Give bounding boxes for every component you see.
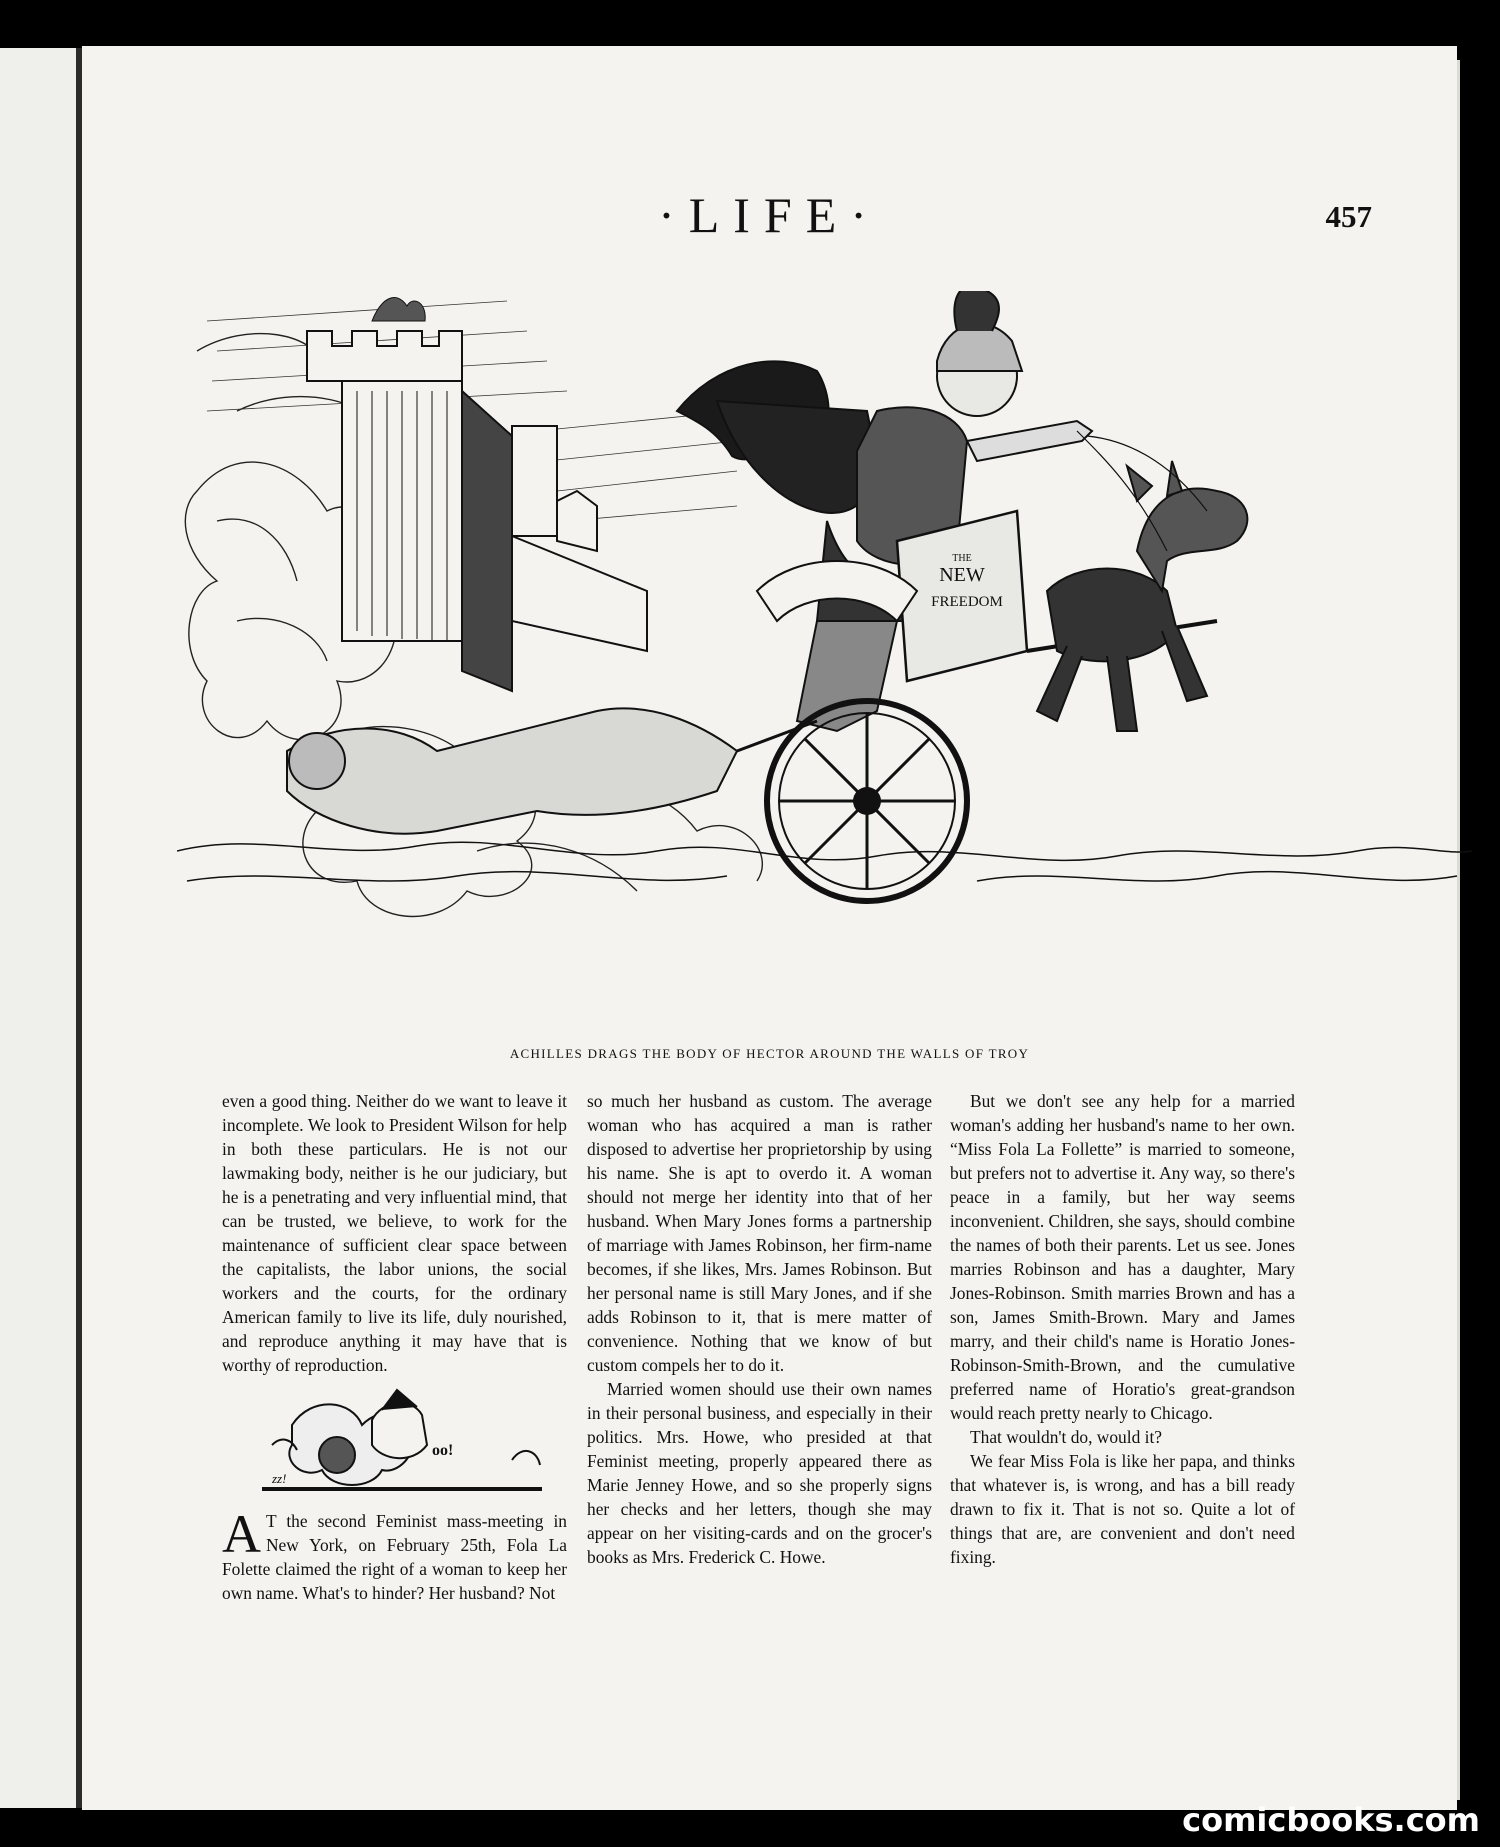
column-2-paragraph-2: Married women should use their own names in their personal business, and especially in their politics. Mrs. Howe, who presided at that Feminist meeting, properly appeared there as Marie Jenney Howe, and so she properly signs her checks and her letters, though she may appear on her visiting-cards and on the grocer's books as Mrs. Frederick C. Howe. — [587, 1379, 932, 1567]
masthead: ·LIFE· — [658, 187, 881, 243]
column-3-paragraph-3: We fear Miss Fola is like her papa, and thinks that whatever is, is wrong, and has a bill ready drawn to fix it. That is not so. Quite a lot of things that are, are convenient and don't need fixing. — [950, 1451, 1295, 1567]
column-2 — [587, 1089, 932, 1569]
troy-wall-drawing — [307, 331, 647, 691]
achilles-figure — [677, 291, 1092, 731]
feminist-vignette-illustration — [222, 1385, 567, 1503]
column-1-intro-paragraph: even a good thing. Neither do we want to leave it incomplete. We look to President Wilson for help in both these particulars. He is not our lawmaking body, neither is he our judiciary, but he is a penetrating and very influential mind, that can be trusted, we believe, to work for the maintenance of sufficient clear space between the capitalists, the labor unions, the social workers and the courts, for the ordinary American family to live its life, duly nourished, and reproduce anything it may have that is worthy of reproduction. — [222, 1091, 567, 1375]
drop-cap-letter: A — [222, 1504, 261, 1564]
illustration-caption: ACHILLES DRAGS THE BODY OF HECTOR AROUND THE WALLS OF TROY — [509, 1046, 1030, 1061]
magazine-page — [82, 46, 1457, 1810]
article-opening-text: T the second Feminist mass-meeting in New York, on February 25th, Fola La Folette claimed the right of a woman to keep her own name. What's to hinder? Her husband? Not — [222, 1511, 567, 1603]
column-1 — [222, 1089, 567, 1605]
site-watermark: comicbooks.com — [1182, 1801, 1480, 1839]
chariot-sign-line-1: THE — [952, 553, 972, 564]
vignette-text-left: zz! — [272, 1471, 287, 1486]
cartoon-illustration — [177, 291, 1472, 1036]
chariot-sign-line-3: FREEDOM — [931, 594, 1003, 610]
column-2-paragraph-1: so much her husband as custom. The average woman who has acquired a man is rather disposed to advertise her proprietorship by using his name. She is apt to overdo it. A woman should not merge her identity into that of her husband. When Mary Jones forms a partnership of marriage with James Robinson, her firm-name becomes, if she likes, Mrs. James Robinson. But her personal name is still Mary Jones, and if she adds Robinson to it, that is mere matter of convenience. Nothing that we know of but custom compels her to do it. — [587, 1091, 932, 1375]
page-number: 457 — [1325, 199, 1372, 234]
vignette-text-right: oo! — [432, 1442, 454, 1459]
chariot-sign-line-2: NEW — [939, 564, 985, 586]
previous-page-edge — [0, 48, 80, 1808]
donkey-figure — [1037, 461, 1247, 731]
article-opening-paragraph — [222, 1504, 567, 1605]
column-3 — [950, 1089, 1295, 1569]
column-3-paragraph-1: But we don't see any help for a married woman's adding her husband's name to her own. “Miss Fola La Follette” is married to someone, but prefers not to advertise it. Any way, so there's peace in a family, but her way seems inconvenient. Children, she says, should combine the names of both their parents. Let us see. Jones marries Robinson and has a daughter, Mary Jones-Robinson. Smith marries Brown and has a son, James Smith-Brown. Mary and James marry, and their child's name is Horatio Jones-Robinson-Smith-Brown, and the cumulative preferred name of Horatio's great-grandson would reach pretty nearly to Chicago. — [950, 1091, 1295, 1423]
column-3-paragraph-2: That wouldn't do, would it? — [970, 1427, 1162, 1447]
